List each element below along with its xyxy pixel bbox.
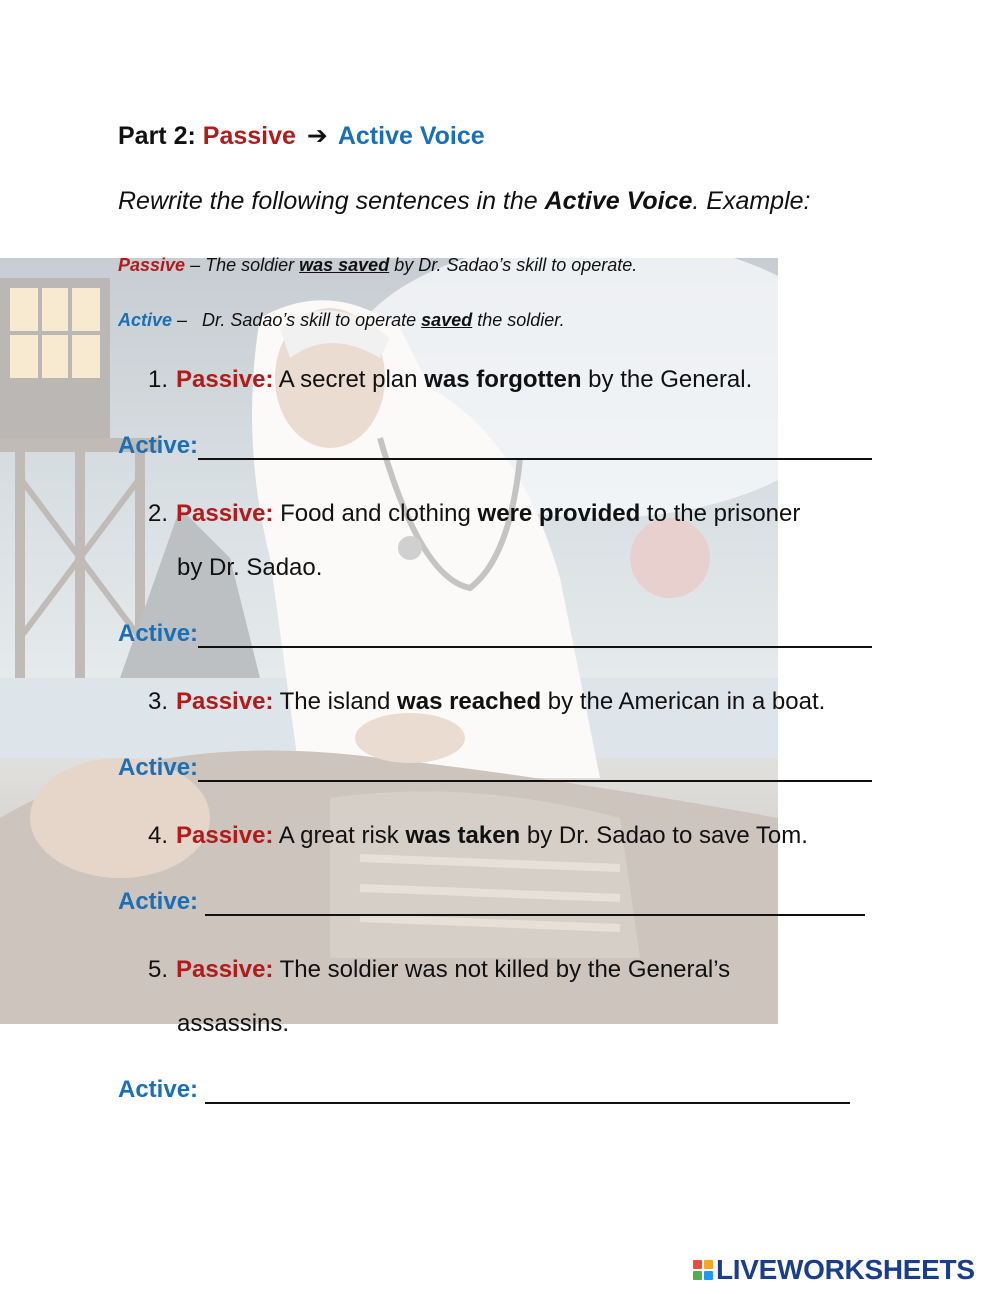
answer-row-1 xyxy=(118,432,872,460)
item-verb: was forgotten xyxy=(424,366,582,393)
logo-blocks-icon xyxy=(693,1260,713,1280)
logo-text: LIVEWORKSHEETS xyxy=(716,1254,975,1285)
question-item-3 xyxy=(148,675,908,729)
item-number: 5. xyxy=(148,956,169,983)
example-active-rest: the soldier. xyxy=(472,310,565,330)
item-text-rest: by the General. xyxy=(581,366,753,393)
title-prefix: Part 2: xyxy=(118,122,203,150)
item-passive-label: Passive: xyxy=(176,500,274,527)
instruction-text xyxy=(118,187,811,216)
item-text: The soldier was not killed by the General’s xyxy=(273,956,731,983)
item-text: The island xyxy=(273,688,398,715)
answer-row-5 xyxy=(118,1076,850,1104)
title-passive: Passive xyxy=(202,122,296,150)
answer-label: Active: xyxy=(118,754,199,781)
answer-input-2[interactable] xyxy=(198,624,872,648)
answer-input-5[interactable] xyxy=(205,1080,850,1104)
item-verb: was reached xyxy=(397,688,542,715)
example-passive-verb: was saved xyxy=(299,255,390,275)
item-text-rest: by Dr. Sadao to save Tom. xyxy=(520,822,808,849)
example-passive-text: – The soldier xyxy=(185,255,300,275)
item-text-rest: by the American in a boat. xyxy=(541,688,826,715)
answer-input-3[interactable] xyxy=(198,758,872,782)
item-text-rest: to the prisoner xyxy=(640,500,801,527)
right-arrow-icon: ➔ xyxy=(306,122,328,150)
answer-row-2 xyxy=(118,620,872,648)
answer-row-4 xyxy=(118,888,865,916)
item-text-continued: by Dr. Sadao. xyxy=(177,554,323,581)
answer-label: Active: xyxy=(118,432,199,459)
instruction-emphasis: Active Voice xyxy=(544,187,693,215)
example-active xyxy=(118,310,565,331)
item-text: Food and clothing xyxy=(273,500,478,527)
question-item-4 xyxy=(148,809,908,863)
instruction-before: Rewrite the following sentences in the xyxy=(118,187,545,215)
item-text: A secret plan xyxy=(273,366,425,393)
item-number: 3. xyxy=(148,688,169,715)
answer-row-3 xyxy=(118,754,872,782)
example-active-verb: saved xyxy=(421,310,473,330)
item-text: A great risk xyxy=(273,822,406,849)
answer-input-4[interactable] xyxy=(205,892,865,916)
answer-input-1[interactable] xyxy=(198,436,872,460)
liveworksheets-logo xyxy=(693,1254,975,1286)
item-passive-label: Passive: xyxy=(176,822,274,849)
item-verb: was taken xyxy=(405,822,521,849)
answer-label: Active: xyxy=(118,1076,205,1103)
item-number: 2. xyxy=(148,500,169,527)
example-active-text: – Dr. Sadao’s skill to operate xyxy=(172,310,422,330)
answer-label: Active: xyxy=(118,888,205,915)
question-item-1 xyxy=(148,353,908,407)
item-passive-label: Passive: xyxy=(176,688,274,715)
item-text-continued: assassins. xyxy=(177,1010,290,1037)
item-passive-label: Passive: xyxy=(176,366,274,393)
item-number: 1. xyxy=(148,366,169,393)
question-item-5 xyxy=(148,943,908,1051)
example-passive xyxy=(118,255,637,276)
item-number: 4. xyxy=(148,822,169,849)
item-passive-label: Passive: xyxy=(176,956,274,983)
item-verb: were provided xyxy=(477,500,641,527)
example-active-label: Active xyxy=(118,310,173,330)
title-active: Active Voice xyxy=(337,122,485,150)
instruction-after: . Example: xyxy=(692,187,811,215)
question-item-2 xyxy=(148,487,908,595)
section-title xyxy=(118,121,485,151)
example-passive-label: Passive xyxy=(118,255,186,275)
example-passive-rest: by Dr. Sadao’s skill to operate. xyxy=(389,255,638,275)
answer-label: Active: xyxy=(118,620,199,647)
